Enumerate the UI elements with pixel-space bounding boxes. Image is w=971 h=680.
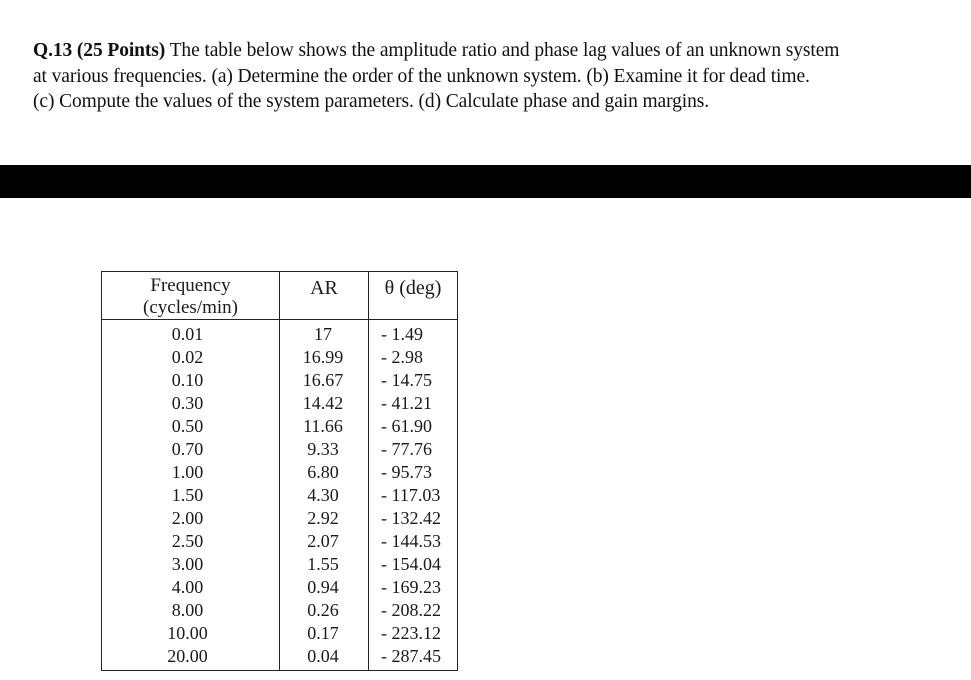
cell-ar: 11.66: [280, 415, 369, 438]
cell-theta: - 144.53: [369, 530, 458, 553]
cell-ar: 6.80: [280, 461, 369, 484]
header-frequency: [102, 272, 280, 320]
cell-theta: - 208.22: [369, 599, 458, 622]
cell-frequency: 0.10: [102, 369, 280, 392]
table-row: [102, 415, 458, 438]
table-row: [102, 599, 458, 622]
cell-frequency: 1.50: [102, 484, 280, 507]
frequency-response-table: [101, 271, 458, 671]
table-body: [102, 320, 458, 671]
question-line-2: at various frequencies. (a) Determine the order of the unknown system. (b) Examine it for dead time.: [33, 65, 810, 87]
table-row: [102, 438, 458, 461]
cell-ar: 0.94: [280, 576, 369, 599]
cell-theta: - 154.04: [369, 553, 458, 576]
cell-theta: - 223.12: [369, 622, 458, 645]
table-row: [102, 484, 458, 507]
cell-frequency: 0.50: [102, 415, 280, 438]
header-frequency-line2: (cycles/min): [143, 297, 238, 318]
question-label: Q.13 (25 Points): [33, 40, 166, 61]
table-row: [102, 461, 458, 484]
cell-ar: 17: [280, 320, 369, 347]
cell-ar: 0.04: [280, 645, 369, 671]
question-line-3: (c) Compute the values of the system parameters. (d) Calculate phase and gain margins.: [33, 91, 710, 112]
table-row: [102, 622, 458, 645]
cell-frequency: 2.50: [102, 530, 280, 553]
cell-frequency: 2.00: [102, 507, 280, 530]
cell-theta: - 132.42: [369, 507, 458, 530]
cell-ar: 0.26: [280, 599, 369, 622]
cell-ar: 16.67: [280, 369, 369, 392]
cell-frequency: 4.00: [102, 576, 280, 599]
cell-theta: - 2.98: [369, 346, 458, 369]
cell-ar: 16.99: [280, 346, 369, 369]
cell-theta: - 117.03: [369, 484, 458, 507]
question-text: [33, 38, 963, 115]
cell-theta: - 41.21: [369, 392, 458, 415]
table-row: [102, 645, 458, 671]
cell-frequency: 0.30: [102, 392, 280, 415]
table-row: [102, 320, 458, 347]
cell-ar: 9.33: [280, 438, 369, 461]
cell-theta: - 1.49: [369, 320, 458, 347]
cell-frequency: 1.00: [102, 461, 280, 484]
cell-theta: - 77.76: [369, 438, 458, 461]
cell-ar: 0.17: [280, 622, 369, 645]
header-ar: AR: [280, 272, 369, 320]
question-line-1-text: The table below shows the amplitude ratio and phase lag values of an unknown system: [165, 40, 840, 61]
cell-theta: - 287.45: [369, 645, 458, 671]
table-row: [102, 369, 458, 392]
table-row: [102, 576, 458, 599]
cell-frequency: 0.02: [102, 346, 280, 369]
black-redaction-bar: [0, 165, 971, 198]
cell-theta: - 14.75: [369, 369, 458, 392]
cell-frequency: 10.00: [102, 622, 280, 645]
cell-ar: 2.07: [280, 530, 369, 553]
header-theta: θ (deg): [369, 272, 458, 320]
table-row: [102, 346, 458, 369]
cell-frequency: 0.70: [102, 438, 280, 461]
cell-ar: 4.30: [280, 484, 369, 507]
cell-frequency: 8.00: [102, 599, 280, 622]
cell-frequency: 20.00: [102, 645, 280, 671]
cell-ar: 1.55: [280, 553, 369, 576]
table-header-row: [102, 272, 458, 320]
cell-frequency: 3.00: [102, 553, 280, 576]
table-row: [102, 530, 458, 553]
table-row: [102, 392, 458, 415]
header-frequency-line1: Frequency: [150, 275, 231, 296]
cell-ar: 2.92: [280, 507, 369, 530]
cell-theta: - 61.90: [369, 415, 458, 438]
cell-theta: - 95.73: [369, 461, 458, 484]
table-row: [102, 507, 458, 530]
table-row: [102, 553, 458, 576]
cell-theta: - 169.23: [369, 576, 458, 599]
question-line-1: [33, 38, 963, 64]
cell-ar: 14.42: [280, 392, 369, 415]
cell-frequency: 0.01: [102, 320, 280, 347]
